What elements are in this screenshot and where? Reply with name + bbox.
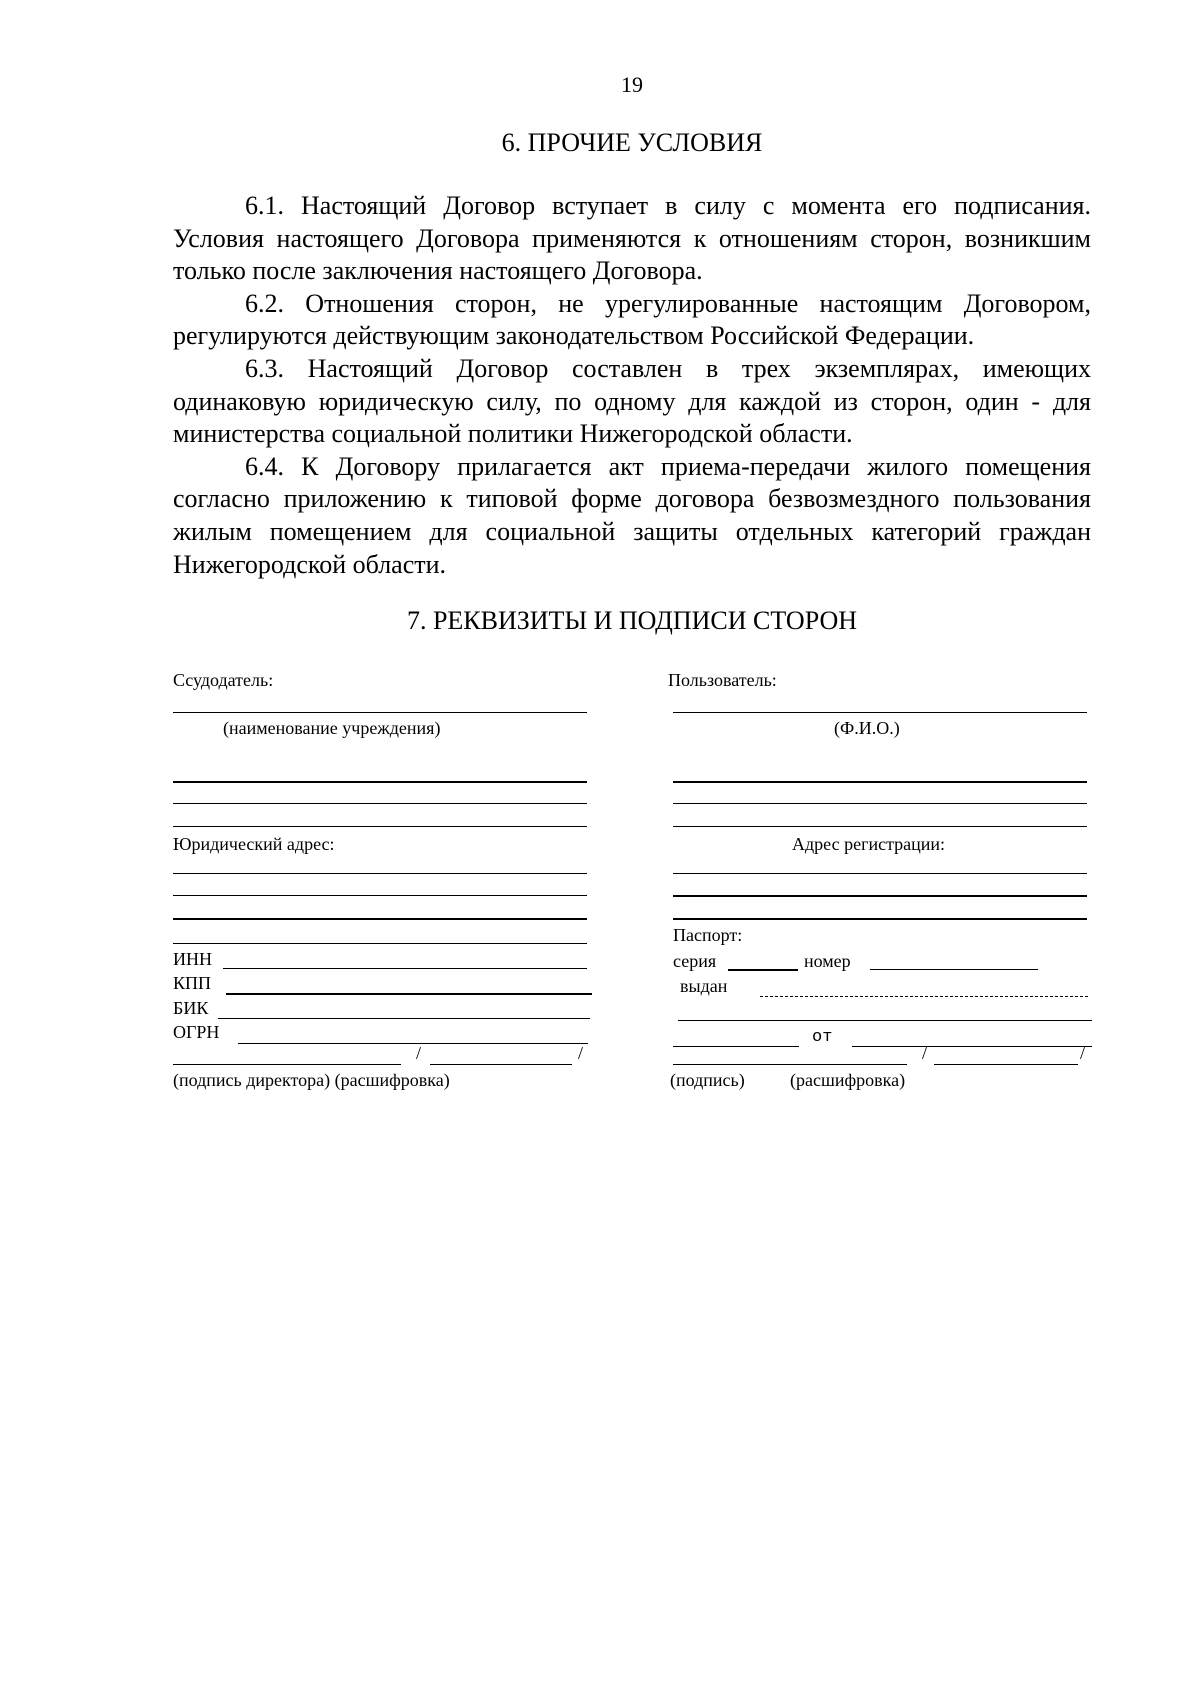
user-address-label: Адрес регистрации:	[792, 834, 946, 854]
kpp-line	[226, 993, 592, 995]
lender-line-2	[173, 803, 587, 804]
date-line-1	[673, 1046, 799, 1047]
user-line-3	[673, 826, 1087, 827]
user-signature-caption: (подпись)	[670, 1070, 745, 1090]
user-signature-line	[673, 1064, 907, 1065]
user-name-line	[673, 712, 1087, 713]
issued-label: выдан	[680, 976, 728, 996]
user-address-line-1	[673, 873, 1087, 874]
section-7-title: 7. РЕКВИЗИТЫ И ПОДПИСИ СТОРОН	[406, 606, 858, 635]
lender-address-label: Юридический адрес:	[173, 834, 335, 854]
ogrn-line	[238, 1043, 588, 1044]
from-label: от	[812, 1028, 833, 1047]
passport-label: Паспорт:	[673, 925, 743, 945]
lender-address-line-4	[173, 943, 587, 944]
issued-line	[760, 996, 1088, 997]
lender-name-line	[173, 712, 587, 713]
director-signature-line	[173, 1064, 401, 1065]
number-label: номер	[804, 951, 851, 971]
bik-line	[218, 1018, 590, 1019]
lender-address-line-2	[173, 895, 587, 896]
paragraph-6-3: 6.3. Настоящий Договор составлен в трех экземплярах, имеющих одинаковую юридическую силу, по одному для каждой из сторон, один - для министерства социальной политики Нижегородской области.	[173, 353, 1091, 449]
slash-1: /	[416, 1043, 422, 1063]
bik-label: БИК	[173, 998, 209, 1018]
lender-name-caption: (наименование учреждения)	[223, 718, 441, 738]
lender-label: Ссудодатель:	[173, 670, 274, 690]
series-line	[728, 969, 798, 971]
inn-line	[223, 968, 587, 969]
slash-3: /	[922, 1043, 928, 1063]
number-line	[870, 969, 1038, 970]
paragraph-6-2: 6.2. Отношения сторон, не урегулированные настоящим Договором, регулируются действующим законодательством Российской Федерации.	[173, 288, 1091, 351]
director-decode-line	[430, 1064, 572, 1065]
user-line-2	[673, 803, 1087, 804]
section-6-body	[173, 190, 1091, 581]
lender-line-1	[173, 781, 587, 783]
lender-line-3	[173, 826, 587, 827]
kpp-label: КПП	[173, 973, 212, 993]
paragraph-6-4: 6.4. К Договору прилагается акт приема-передачи жилого помещения согласно приложению к типовой форме договора безвозмездного пользования жилым помещением для социальной защиты отдельных категорий граждан Нижегородской области.	[173, 451, 1091, 579]
paragraph-6-1: 6.1. Настоящий Договор вступает в силу с момента его подписания. Условия настоящего Договора применяются к отношениям сторон, возникшим только после заключения настоящего Договора.	[173, 191, 1091, 286]
page-number: 19	[621, 72, 643, 97]
inn-label: ИНН	[173, 949, 212, 969]
ogrn-label: ОГРН	[173, 1022, 220, 1042]
lender-address-line-3	[173, 918, 587, 920]
slash-4: /	[1080, 1043, 1086, 1063]
series-label: серия	[673, 951, 717, 971]
user-address-line-2	[673, 895, 1087, 897]
user-decode-caption: (расшифровка)	[790, 1070, 906, 1090]
user-line-1	[673, 781, 1087, 783]
user-address-line-3	[673, 918, 1087, 920]
issued-line-2	[678, 1020, 1092, 1021]
user-decode-line	[934, 1064, 1078, 1065]
lender-address-line-1	[173, 873, 587, 874]
lender-signature-caption: (подпись директора) (расшифровка)	[173, 1070, 450, 1090]
user-label: Пользователь:	[668, 670, 777, 690]
user-name-caption: (Ф.И.О.)	[834, 718, 900, 738]
date-line-2	[852, 1046, 1092, 1047]
section-6-title: 6. ПРОЧИЕ УСЛОВИЯ	[501, 128, 763, 157]
slash-2: /	[578, 1043, 584, 1063]
